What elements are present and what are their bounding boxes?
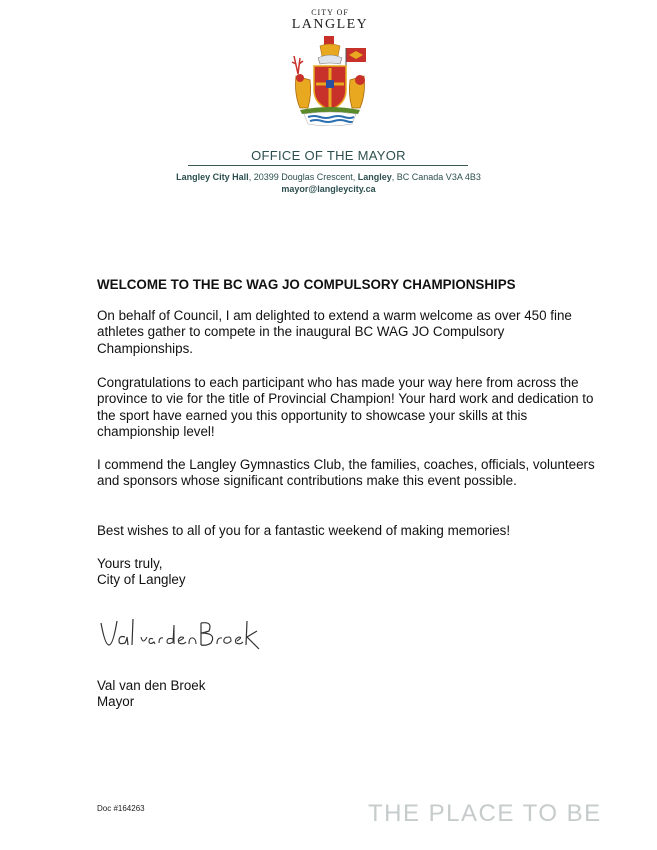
logo-langley: LANGLEY	[291, 17, 369, 32]
signer-title: Mayor	[97, 694, 135, 710]
logo-city-of: CITY OF	[311, 8, 349, 17]
address-line	[0, 172, 657, 182]
address-street: , 20399 Douglas Crescent,	[248, 172, 358, 182]
city-logo	[285, 8, 375, 126]
header-divider	[188, 165, 468, 166]
closing-organization: City of Langley	[97, 572, 186, 588]
closing-salutation: Yours truly,	[97, 556, 163, 571]
closing	[97, 556, 597, 589]
signature-image	[97, 615, 262, 655]
paragraph-commendation: I commend the Langley Gymnastics Club, the families, coaches, officials, volunteers and sponsors whose significant contributions make this event possible.	[97, 457, 595, 489]
city-tagline: THE PLACE TO BE	[368, 800, 602, 827]
signer-name: Val van den Broek	[97, 678, 206, 693]
mayor-email: mayor@langleycity.ca	[281, 184, 376, 194]
document-number: Doc #164263	[97, 804, 145, 813]
paragraph-congratulations: Congratulations to each participant who has made your way here from across the province to vie for the title of Provincial Champion! Your hard work and dedication to the sport have earned you this opportunity to showcase your skills at this championship level!	[97, 375, 594, 440]
address-city-hall: Langley City Hall	[176, 172, 249, 182]
signer-block	[97, 678, 597, 711]
address-region: , BC Canada V3A 4B3	[391, 172, 481, 182]
address-city: Langley	[357, 172, 392, 182]
paragraph-best-wishes: Best wishes to all of you for a fantastic weekend of making memories!	[97, 523, 511, 538]
letter-heading: WELCOME TO THE BC WAG JO COMPULSORY CHAMPIONSHIPS	[97, 277, 516, 292]
paragraph-welcome: On behalf of Council, I am delighted to extend a warm welcome as over 450 fine athletes gather to compete in the inaugural BC WAG JO Compulsory Championships.	[97, 308, 572, 356]
coat-of-arms-icon	[290, 34, 370, 126]
office-title: OFFICE OF THE MAYOR	[251, 148, 406, 163]
